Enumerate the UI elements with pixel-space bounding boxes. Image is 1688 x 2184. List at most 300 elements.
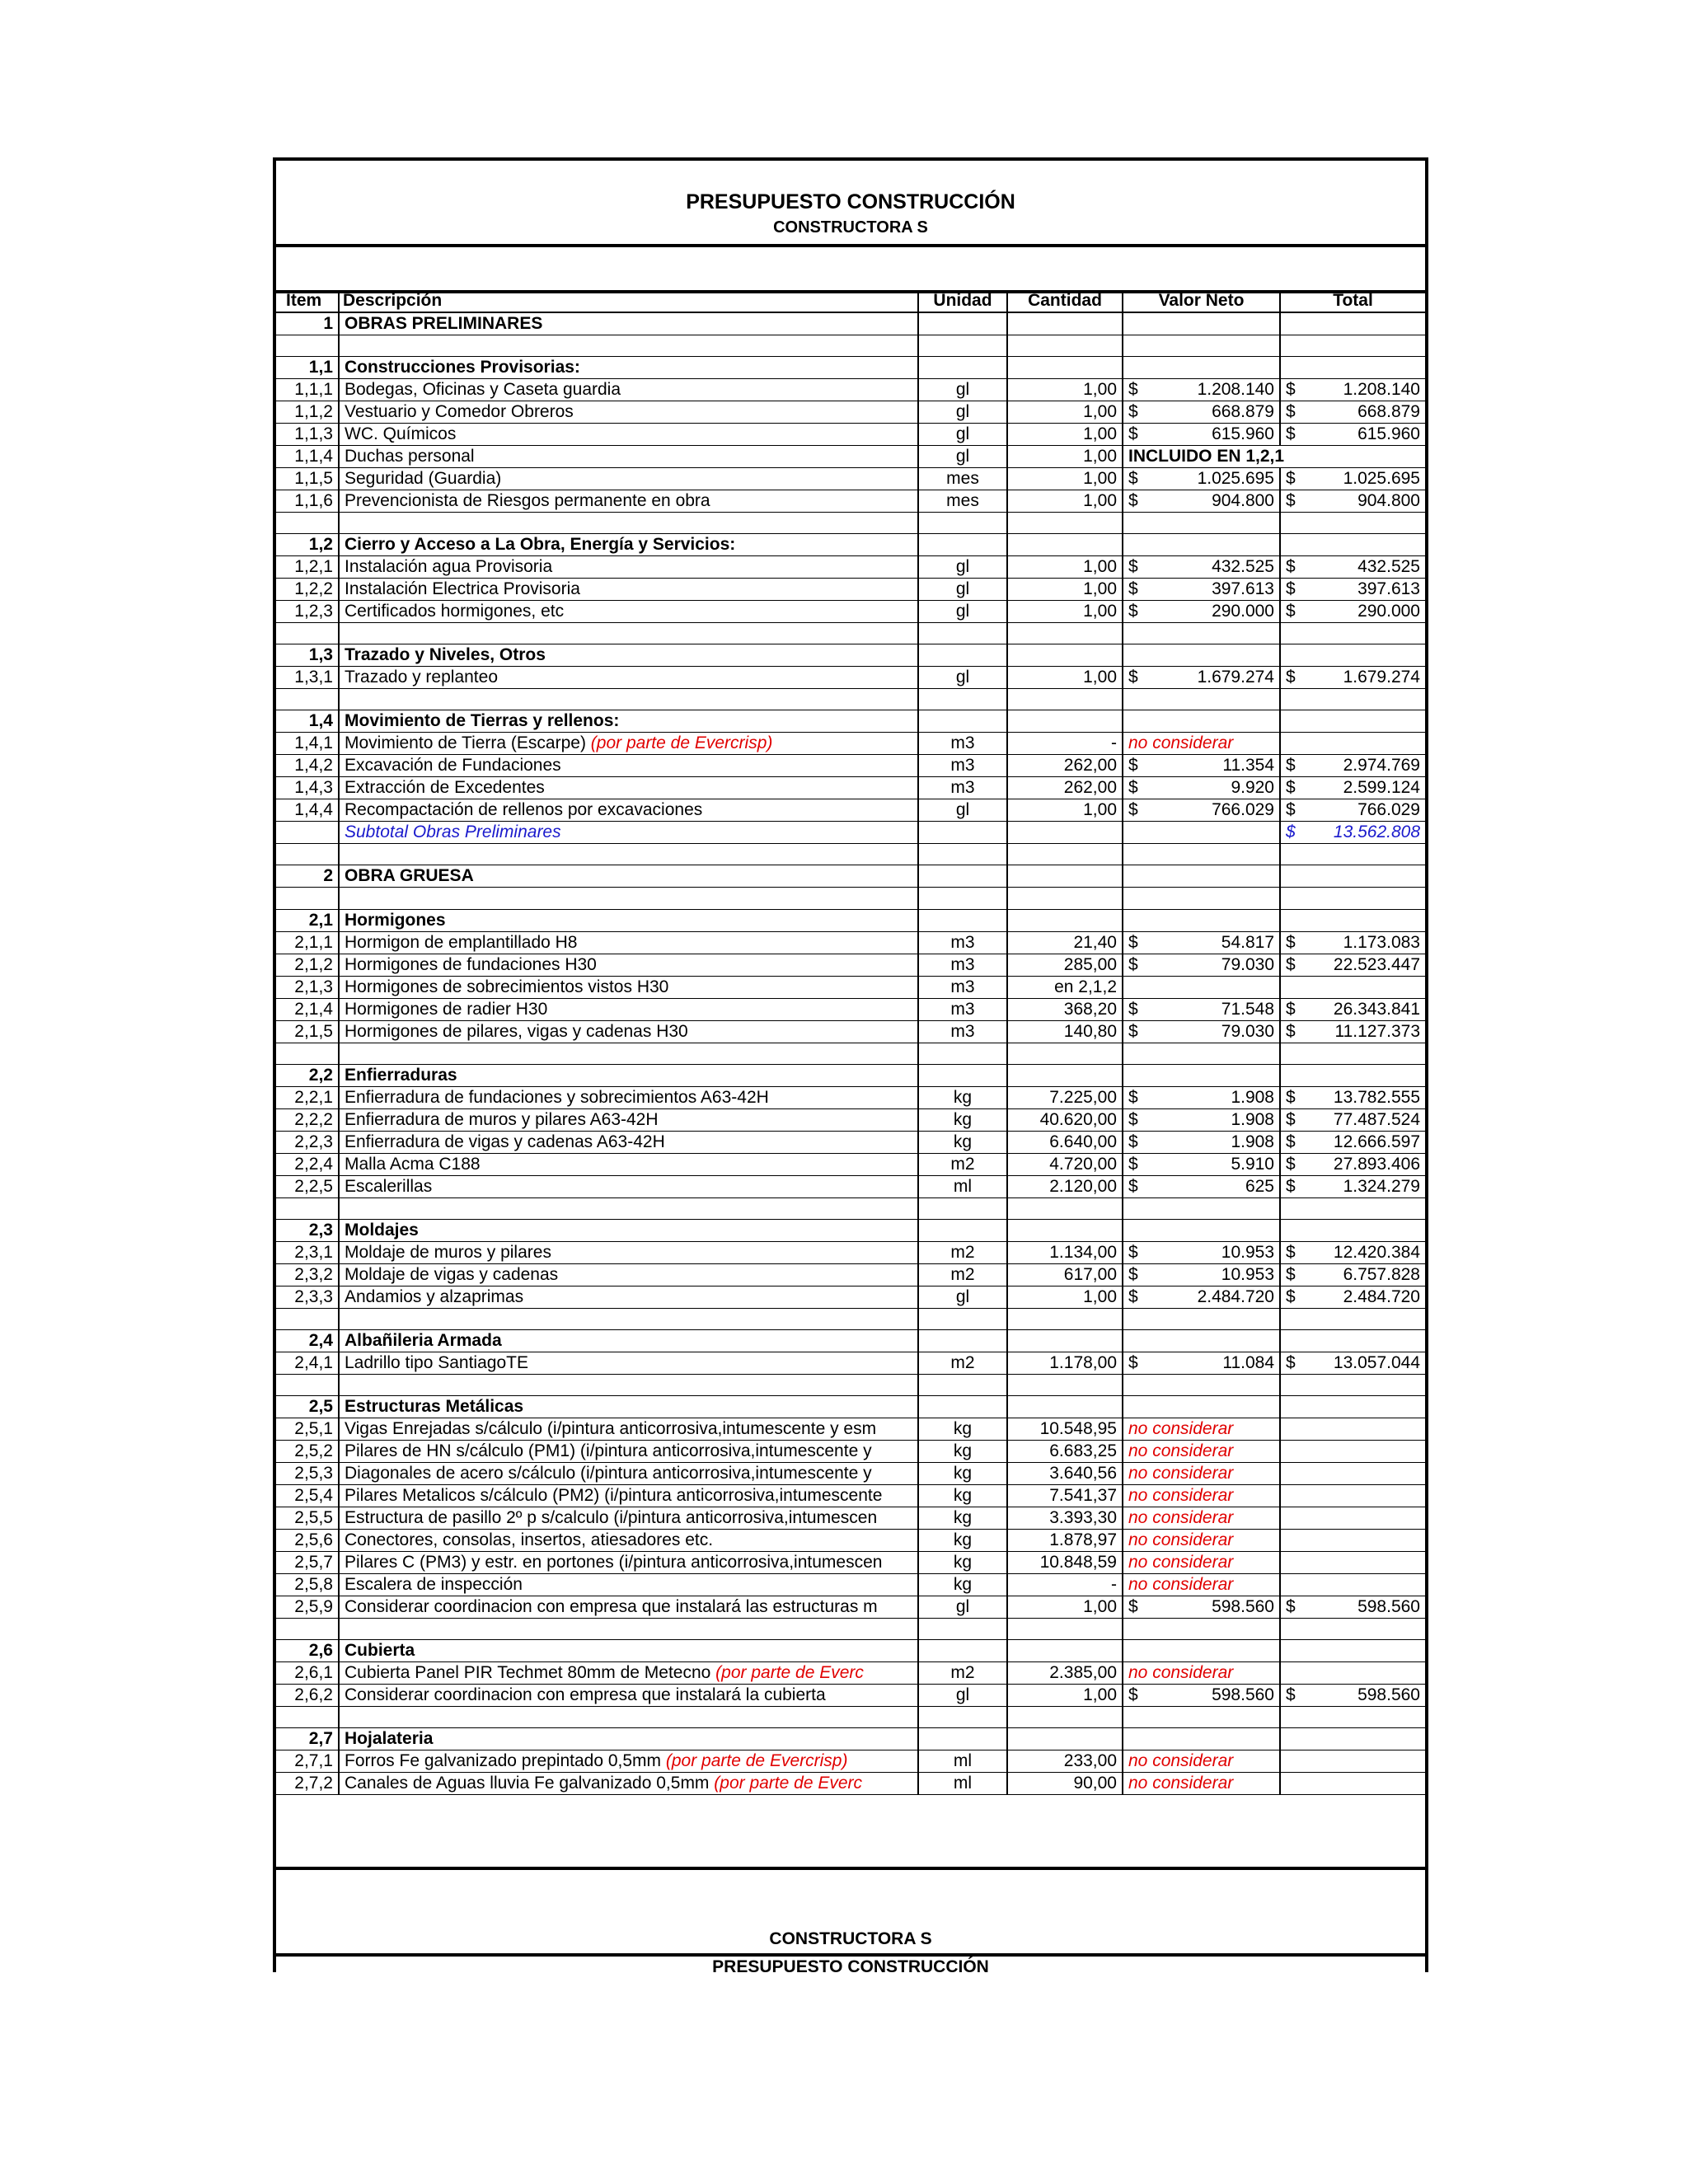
- total-value: 668.879: [1357, 402, 1420, 422]
- included-note-cell: [1123, 446, 1425, 468]
- item-cell: 1,2: [276, 534, 339, 556]
- unit-cell: [918, 689, 1007, 710]
- net-value-cell: [1123, 1773, 1280, 1795]
- description-cell: [339, 799, 918, 822]
- total-cell: [1280, 1662, 1425, 1685]
- included-note: INCLUIDO EN 1,2,1: [1128, 447, 1285, 466]
- unit-cell: m3: [918, 755, 1007, 777]
- item-cell: 2,1,2: [276, 954, 339, 976]
- net-value-cell: [1123, 623, 1280, 644]
- table-row: [276, 1241, 1425, 1263]
- group-row: [276, 1064, 1425, 1086]
- exclusion-note: no considerar: [1128, 1574, 1234, 1594]
- unit-cell: gl: [918, 1596, 1007, 1618]
- currency-symbol: $: [1286, 1242, 1296, 1262]
- description-cell: [339, 335, 918, 357]
- blank-row: [276, 1618, 1425, 1639]
- description-text: Duchas personal: [345, 447, 475, 466]
- item-cell: [276, 513, 339, 534]
- exclusion-note: no considerar: [1128, 1485, 1234, 1505]
- quantity-cell: 2.385,00: [1007, 1662, 1123, 1685]
- blank-row: [276, 888, 1425, 909]
- quantity-cell: 1,00: [1007, 424, 1123, 446]
- quantity-cell: [1007, 357, 1123, 379]
- description-cell: [339, 1219, 918, 1241]
- description-cell: [339, 976, 918, 998]
- quantity-cell: 3.393,30: [1007, 1507, 1123, 1529]
- net-value: 9.920: [1231, 778, 1274, 798]
- total-value: 1.324.279: [1343, 1176, 1420, 1196]
- quantity-cell: [1007, 1395, 1123, 1418]
- net-value-cell: [1123, 1750, 1280, 1773]
- table-row: [276, 1352, 1425, 1374]
- currency-symbol: $: [1286, 1176, 1296, 1196]
- table-row: [276, 1153, 1425, 1175]
- blank-row: [276, 1308, 1425, 1329]
- description-cell: [339, 1484, 918, 1507]
- table-row: [276, 1286, 1425, 1308]
- item-cell: 1,4,3: [276, 777, 339, 799]
- item-cell: 2,4: [276, 1329, 339, 1352]
- item-cell: 2,2,2: [276, 1108, 339, 1131]
- currency-symbol: $: [1286, 668, 1296, 687]
- table-row: [276, 755, 1425, 777]
- unit-cell: gl: [918, 799, 1007, 822]
- currency-symbol: $: [1286, 424, 1296, 444]
- page-title: PRESUPUESTO CONSTRUCCIÓN: [686, 190, 1015, 213]
- unit-cell: m2: [918, 1153, 1007, 1175]
- net-value-cell: [1123, 1707, 1280, 1728]
- item-cell: [276, 888, 339, 909]
- blank-row: [276, 844, 1425, 865]
- net-value-cell: [1123, 733, 1280, 755]
- currency-symbol: $: [1128, 668, 1138, 687]
- col-header-total: Total: [1280, 290, 1425, 312]
- unit-cell: [918, 888, 1007, 909]
- total-cell: [1280, 1329, 1425, 1352]
- total-cell: [1280, 799, 1425, 822]
- currency-symbol: $: [1128, 579, 1138, 599]
- description-cell: [339, 888, 918, 909]
- net-value-cell: [1123, 1462, 1280, 1484]
- total-cell: [1280, 931, 1425, 954]
- total-value: 1.208.140: [1343, 380, 1420, 400]
- item-cell: [276, 623, 339, 644]
- subtotal-row: [276, 822, 1425, 844]
- total-value: 12.420.384: [1333, 1242, 1420, 1262]
- currency-symbol: $: [1286, 1154, 1296, 1174]
- unit-cell: m3: [918, 931, 1007, 954]
- exclusion-note: no considerar: [1128, 1663, 1234, 1683]
- exclusion-note: no considerar: [1128, 1530, 1234, 1549]
- item-cell: 2,5,7: [276, 1551, 339, 1573]
- total-value: 2.599.124: [1343, 778, 1420, 798]
- unit-cell: gl: [918, 424, 1007, 446]
- item-cell: 2: [276, 865, 339, 888]
- description-text: Hormigones de sobrecimientos vistos H30: [345, 977, 669, 996]
- description-text: Prevencionista de Riesgos permanente en obra: [345, 491, 710, 511]
- total-cell: [1280, 1551, 1425, 1573]
- total-cell: [1280, 1685, 1425, 1707]
- net-value: 598.560: [1212, 1596, 1274, 1616]
- net-value: 766.029: [1212, 800, 1274, 820]
- item-cell: 2,3,3: [276, 1286, 339, 1308]
- unit-cell: kg: [918, 1484, 1007, 1507]
- unit-cell: kg: [918, 1573, 1007, 1596]
- total-cell: [1280, 1462, 1425, 1484]
- section-row: [276, 865, 1425, 888]
- net-value-cell: [1123, 1329, 1280, 1352]
- description-text: Extracción de Excedentes: [345, 778, 545, 798]
- net-value: 1.025.695: [1197, 469, 1274, 489]
- quantity-cell: -: [1007, 733, 1123, 755]
- total-value: 615.960: [1357, 424, 1420, 444]
- description-text: Moldajes: [345, 1220, 419, 1240]
- currency-symbol: $: [1286, 954, 1296, 974]
- item-cell: 2,2,5: [276, 1175, 339, 1197]
- col-header-item: Item: [276, 290, 339, 312]
- description-text: Excavación de Fundaciones: [345, 756, 561, 776]
- description-cell: [339, 401, 918, 424]
- total-cell: [1280, 556, 1425, 579]
- quantity-cell: [1007, 1374, 1123, 1395]
- item-cell: 1,1,2: [276, 401, 339, 424]
- description-cell: [339, 1020, 918, 1043]
- blank-row: [276, 513, 1425, 534]
- net-value-cell: [1123, 1153, 1280, 1175]
- description-cell: [339, 733, 918, 755]
- total-value: 1.679.274: [1343, 668, 1420, 687]
- net-value-cell: [1123, 424, 1280, 446]
- total-value: 12.666.597: [1333, 1132, 1420, 1151]
- quantity-cell: [1007, 888, 1123, 909]
- net-value-cell: [1123, 1219, 1280, 1241]
- net-value-cell: [1123, 1662, 1280, 1685]
- currency-symbol: $: [1128, 1087, 1138, 1107]
- net-value-cell: [1123, 579, 1280, 601]
- table-row: [276, 1484, 1425, 1507]
- quantity-cell: [1007, 1618, 1123, 1639]
- quantity-cell: [1007, 1219, 1123, 1241]
- item-cell: [276, 1197, 339, 1219]
- total-cell: [1280, 1529, 1425, 1551]
- total-cell: [1280, 976, 1425, 998]
- total-cell: [1280, 1440, 1425, 1462]
- total-cell: [1280, 954, 1425, 976]
- currency-symbol: $: [1128, 1021, 1138, 1041]
- item-cell: [276, 1308, 339, 1329]
- total-cell: [1280, 909, 1425, 931]
- currency-symbol: $: [1128, 1132, 1138, 1151]
- currency-symbol: $: [1286, 1264, 1296, 1284]
- table-row: [276, 998, 1425, 1020]
- table-row: [276, 556, 1425, 579]
- description-text: Movimiento de Tierra (Escarpe): [345, 733, 586, 753]
- total-cell: [1280, 1175, 1425, 1197]
- description-text: OBRA GRUESA: [345, 866, 474, 886]
- net-value: 432.525: [1212, 557, 1274, 577]
- group-row: [276, 357, 1425, 379]
- net-value-cell: [1123, 1440, 1280, 1462]
- quantity-cell: [1007, 1064, 1123, 1086]
- description-cell: [339, 1529, 918, 1551]
- unit-cell: gl: [918, 579, 1007, 601]
- net-value: 1.679.274: [1197, 668, 1274, 687]
- description-text: Estructura de pasillo 2º p s/calculo (i/pintura anticorrosiva,intumescen: [345, 1507, 878, 1527]
- quantity-cell: 7.541,37: [1007, 1484, 1123, 1507]
- quantity-cell: 1,00: [1007, 468, 1123, 490]
- description-text: Hojalateria: [345, 1729, 434, 1749]
- description-text: Instalación Electrica Provisoria: [345, 579, 580, 599]
- quantity-cell: 7.225,00: [1007, 1086, 1123, 1108]
- table-body: [276, 312, 1425, 1795]
- item-cell: 2,1,5: [276, 1020, 339, 1043]
- unit-cell: gl: [918, 401, 1007, 424]
- description-text: Moldaje de muros y pilares: [345, 1242, 551, 1262]
- item-cell: 2,1,1: [276, 931, 339, 954]
- table-row: [276, 1263, 1425, 1286]
- currency-symbol: $: [1128, 1352, 1138, 1372]
- description-cell: [339, 1418, 918, 1440]
- total-cell: [1280, 1241, 1425, 1263]
- unit-cell: m3: [918, 733, 1007, 755]
- currency-symbol: $: [1286, 1352, 1296, 1372]
- total-value: 13.057.044: [1333, 1352, 1420, 1372]
- description-cell: [339, 931, 918, 954]
- total-cell: [1280, 755, 1425, 777]
- description-text: Trazado y Niveles, Otros: [345, 645, 546, 665]
- table-row: [276, 799, 1425, 822]
- unit-cell: kg: [918, 1418, 1007, 1440]
- table-row: [276, 976, 1425, 998]
- table-row: [276, 1529, 1425, 1551]
- item-cell: 2,5,4: [276, 1484, 339, 1507]
- net-value-cell: [1123, 1108, 1280, 1131]
- unit-cell: ml: [918, 1773, 1007, 1795]
- total-cell: [1280, 1418, 1425, 1440]
- net-value: 668.879: [1212, 402, 1274, 422]
- description-text: Canales de Aguas lluvia Fe galvanizado 0,5mm: [345, 1774, 715, 1793]
- description-cell: [339, 357, 918, 379]
- total-value: 6.757.828: [1343, 1264, 1420, 1284]
- total-cell: [1280, 468, 1425, 490]
- item-cell: 2,5,5: [276, 1507, 339, 1529]
- table-row: [276, 579, 1425, 601]
- item-cell: 2,2,4: [276, 1153, 339, 1175]
- total-cell: [1280, 1308, 1425, 1329]
- currency-symbol: $: [1128, 402, 1138, 422]
- unit-cell: [918, 513, 1007, 534]
- table-row: [276, 424, 1425, 446]
- quantity-cell: [1007, 909, 1123, 931]
- currency-symbol: $: [1286, 579, 1296, 599]
- item-cell: 1,1,3: [276, 424, 339, 446]
- table-row: [276, 777, 1425, 799]
- unit-cell: gl: [918, 556, 1007, 579]
- total-value: 1.173.083: [1343, 932, 1420, 952]
- description-cell: [339, 1596, 918, 1618]
- quantity-cell: 1,00: [1007, 579, 1123, 601]
- quantity-cell: 2.120,00: [1007, 1175, 1123, 1197]
- footer-company: CONSTRUCTORA S: [769, 1929, 932, 1948]
- net-value-cell: [1123, 1529, 1280, 1551]
- quantity-cell: 10.848,59: [1007, 1551, 1123, 1573]
- net-value-cell: [1123, 1507, 1280, 1529]
- total-cell: [1280, 601, 1425, 623]
- total-cell: [1280, 379, 1425, 401]
- item-cell: 2,2,1: [276, 1086, 339, 1108]
- currency-symbol: $: [1286, 999, 1296, 1019]
- description-cell: [339, 601, 918, 623]
- net-value-cell: [1123, 335, 1280, 357]
- net-value-cell: [1123, 644, 1280, 667]
- unit-cell: [918, 1043, 1007, 1064]
- total-cell: [1280, 335, 1425, 357]
- description-cell: [339, 468, 918, 490]
- description-text: Enfierradura de fundaciones y sobrecimientos A63-42H: [345, 1087, 769, 1107]
- net-value-cell: [1123, 1640, 1280, 1662]
- quantity-cell: [1007, 1707, 1123, 1728]
- exclusion-note: no considerar: [1128, 1441, 1234, 1460]
- description-cell: [339, 1131, 918, 1153]
- item-cell: [276, 1618, 339, 1639]
- quantity-cell: [1007, 710, 1123, 733]
- unit-cell: [918, 822, 1007, 844]
- net-value: 1.908: [1231, 1132, 1274, 1151]
- unit-cell: kg: [918, 1440, 1007, 1462]
- quantity-cell: 1,00: [1007, 446, 1123, 468]
- quantity-cell: 1,00: [1007, 1286, 1123, 1308]
- total-value: 290.000: [1357, 602, 1420, 621]
- description-cell: [339, 644, 918, 667]
- net-value-cell: [1123, 1286, 1280, 1308]
- quantity-cell: 1.134,00: [1007, 1241, 1123, 1263]
- item-cell: [276, 822, 339, 844]
- table-row: [276, 468, 1425, 490]
- col-header-description: Descripción: [339, 290, 918, 312]
- table-row: [276, 954, 1425, 976]
- description-cell: [339, 1263, 918, 1286]
- item-cell: 1,1,6: [276, 490, 339, 513]
- description-cell: [339, 667, 918, 689]
- net-value-cell: [1123, 755, 1280, 777]
- currency-symbol: $: [1286, 1109, 1296, 1129]
- unit-cell: [918, 1640, 1007, 1662]
- group-row: [276, 1219, 1425, 1241]
- quantity-cell: [1007, 1308, 1123, 1329]
- unit-cell: kg: [918, 1529, 1007, 1551]
- subtotal-value: 13.562.808: [1333, 823, 1420, 842]
- quantity-cell: 1,00: [1007, 601, 1123, 623]
- unit-cell: [918, 1197, 1007, 1219]
- table-row: [276, 1750, 1425, 1773]
- currency-symbol: $: [1286, 557, 1296, 577]
- net-value-cell: [1123, 1020, 1280, 1043]
- net-value: 904.800: [1212, 491, 1274, 511]
- total-value: 904.800: [1357, 491, 1420, 511]
- unit-cell: ml: [918, 1750, 1007, 1773]
- description-text: OBRAS PRELIMINARES: [345, 314, 543, 333]
- company-name: CONSTRUCTORA S: [773, 218, 928, 237]
- currency-symbol: $: [1128, 1109, 1138, 1129]
- group-row: [276, 1728, 1425, 1750]
- description-note: (por parte de Everc: [715, 1663, 864, 1683]
- subtotal-label: Subtotal Obras Preliminares: [345, 823, 561, 842]
- item-cell: [276, 689, 339, 710]
- item-cell: 1,2,1: [276, 556, 339, 579]
- net-value-cell: [1123, 710, 1280, 733]
- unit-cell: gl: [918, 1685, 1007, 1707]
- total-cell: [1280, 844, 1425, 865]
- budget-sheet: [273, 157, 1428, 1976]
- unit-cell: [918, 710, 1007, 733]
- quantity-cell: [1007, 644, 1123, 667]
- net-value: 290.000: [1212, 602, 1274, 621]
- unit-cell: gl: [918, 667, 1007, 689]
- unit-cell: gl: [918, 379, 1007, 401]
- currency-symbol: $: [1128, 800, 1138, 820]
- description-cell: [339, 1352, 918, 1374]
- unit-cell: m3: [918, 976, 1007, 998]
- total-value: 2.484.720: [1343, 1286, 1420, 1306]
- unit-cell: mes: [918, 490, 1007, 513]
- quantity-cell: 90,00: [1007, 1773, 1123, 1795]
- net-value-cell: [1123, 822, 1280, 844]
- currency-symbol: $: [1128, 1176, 1138, 1196]
- description-text: Cierro y Acceso a La Obra, Energía y Servicios:: [345, 535, 736, 555]
- description-text: Trazado y replanteo: [345, 668, 498, 687]
- total-cell: [1280, 1197, 1425, 1219]
- quantity-cell: 285,00: [1007, 954, 1123, 976]
- item-cell: 1,4,2: [276, 755, 339, 777]
- exclusion-note: no considerar: [1128, 1774, 1234, 1793]
- item-cell: 2,5: [276, 1395, 339, 1418]
- description-cell: [339, 1728, 918, 1750]
- total-cell: [1280, 1043, 1425, 1064]
- total-cell: [1280, 1374, 1425, 1395]
- total-value: 13.782.555: [1333, 1087, 1420, 1107]
- unit-cell: kg: [918, 1131, 1007, 1153]
- net-value-cell: [1123, 312, 1280, 335]
- description-text: Pilares C (PM3) y estr. en portones (i/pintura anticorrosiva,intumescen: [345, 1552, 883, 1572]
- total-cell: [1280, 644, 1425, 667]
- total-value: 1.025.695: [1343, 469, 1420, 489]
- item-cell: 2,6,1: [276, 1662, 339, 1685]
- table-row: [276, 446, 1425, 468]
- description-note: (por parte de Evercrisp): [590, 733, 773, 753]
- table-row: [276, 1020, 1425, 1043]
- total-value: 766.029: [1357, 800, 1420, 820]
- currency-symbol: $: [1128, 424, 1138, 444]
- quantity-cell: 3.640,56: [1007, 1462, 1123, 1484]
- description-text: Considerar coordinacion con empresa que instalará la cubierta: [345, 1685, 826, 1705]
- description-text: Vestuario y Comedor Obreros: [345, 402, 574, 422]
- net-value-cell: [1123, 1131, 1280, 1153]
- footer-divider: [276, 1953, 1425, 1957]
- quantity-cell: 262,00: [1007, 755, 1123, 777]
- description-text: Hormigones de pilares, vigas y cadenas H30: [345, 1021, 688, 1041]
- unit-cell: [918, 1329, 1007, 1352]
- table-row: [276, 401, 1425, 424]
- quantity-cell: -: [1007, 1573, 1123, 1596]
- blank-row: [276, 1197, 1425, 1219]
- currency-symbol: $: [1286, 380, 1296, 400]
- description-cell: [339, 1750, 918, 1773]
- group-row: [276, 1329, 1425, 1352]
- net-value-cell: [1123, 799, 1280, 822]
- unit-cell: m3: [918, 1020, 1007, 1043]
- description-text: Seguridad (Guardia): [345, 469, 502, 489]
